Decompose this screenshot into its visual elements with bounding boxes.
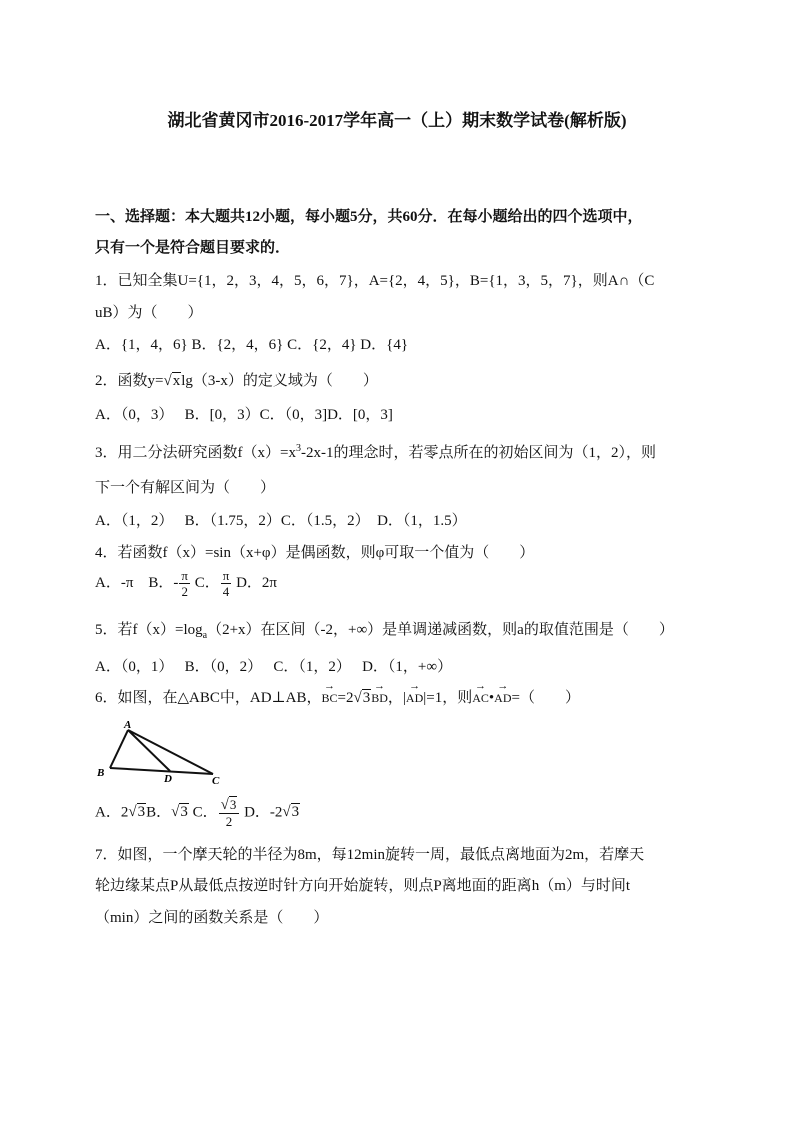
- q6-pre: 6．如图，在△ABC中，AD⊥AB，: [95, 690, 322, 706]
- triangle-figure: [95, 718, 225, 784]
- q6-optD-pre: D．-2: [240, 804, 283, 821]
- q3-options: A．（1，2） B．（1.75，2）C．（1.5，2） D．（1，1.5）: [95, 513, 467, 529]
- q6-options: [95, 797, 300, 829]
- vector-bd: → BD: [371, 689, 388, 706]
- sqrt-symbol: √3: [220, 797, 237, 813]
- q6-optC-frac: [219, 797, 240, 829]
- q6-mid1: =2: [337, 690, 354, 706]
- q4-optC: C．: [190, 574, 220, 591]
- q5-options: A．（0，1） B．（0，2） C．（1，2） D．（1，+∞）: [95, 659, 453, 675]
- label-d: D: [164, 773, 172, 784]
- q6-mid2: ，|: [387, 690, 406, 706]
- q6-dot: •: [488, 690, 495, 706]
- label-a: A: [124, 719, 132, 731]
- q3-line1: [95, 441, 656, 462]
- label-b: B: [97, 767, 105, 779]
- q4-stem: 4．若函数f（x）=sin（x+φ）是偶函数，则φ可取一个值为（ ）: [95, 545, 535, 561]
- segment-ad: [128, 730, 170, 771]
- q4-optA: A．-π B．-: [95, 574, 179, 591]
- q6-optA-radicand: 3: [137, 804, 146, 821]
- vector-ad: → AD: [406, 689, 423, 706]
- q6-optC-radicand: 3: [229, 797, 237, 812]
- q3-exponent: 3: [295, 443, 301, 454]
- q4-fracC-den: 4: [222, 584, 230, 599]
- side-ab: [110, 730, 128, 768]
- q4-fracB-den: 2: [181, 584, 188, 599]
- q5-stem: [95, 618, 674, 641]
- vector-bc: → BC: [322, 689, 338, 706]
- section-heading-line1: 一、选择题：本大题共12小题，每小题5分，共60分．在每小题给出的四个选项中，: [95, 209, 643, 225]
- sqrt-symbol: √3: [353, 690, 371, 706]
- q4-fracC: [221, 568, 232, 599]
- q4-fracB-num: π: [181, 568, 188, 583]
- vector-ac: → AC: [472, 689, 489, 706]
- q6-stem: [95, 686, 580, 707]
- label-c: C: [212, 775, 220, 784]
- q4-fracC-num: π: [222, 568, 230, 583]
- q1-line1: 1．已知全集U={1，2，3，4，5，6，7}，A={2，4，5}，B={1，3，5，7}，则A∩（C: [95, 273, 655, 289]
- q4-fracB: [179, 568, 190, 599]
- q2-stem: [95, 369, 378, 390]
- q2-options: A．（0，3） B．[0，3）C．（0，3]D．[0，3]: [95, 407, 393, 423]
- q4-options: [95, 568, 277, 599]
- q6-optA-pre: A．2: [95, 804, 129, 821]
- side-ac: [128, 730, 213, 774]
- q1-line2: uB）为（ ）: [95, 305, 203, 321]
- vector-ad-2: → AD: [494, 689, 511, 706]
- q6-optC-den: 2: [225, 814, 233, 829]
- q4-optD: D．2π: [232, 574, 277, 591]
- q6-mid3: |=1，则: [423, 690, 473, 706]
- q3-post: -2x-1的理念时，若零点所在的初始区间为（1，2），则: [300, 445, 656, 461]
- q3-line2: 下一个有解区间为（ ）: [95, 480, 276, 496]
- q7-line3: （min）之间的函数关系是（ ）: [95, 910, 329, 926]
- q2-post: lg（3-x）的定义域为（ ）: [181, 373, 378, 389]
- q3-pre: 3．用二分法研究函数f（x）=x: [95, 445, 296, 461]
- sqrt-symbol: √3: [171, 804, 188, 821]
- q7-line2: 轮边缘某点P从最低点按逆时针方向开始旋转，则点P离地面的距离h（m）与时间t: [95, 878, 631, 894]
- q1-options: A．{1，4，6} B．{2，4，6} C．{2，4} D．{4}: [95, 337, 409, 353]
- q2-radicand: x: [172, 373, 181, 389]
- section-heading-line2: 只有一个是符合题目要求的．: [95, 240, 291, 256]
- sqrt-symbol: √3: [128, 804, 146, 821]
- q6-optC-pre: C．: [188, 804, 218, 821]
- q2-pre: 2．函数y=: [95, 373, 164, 389]
- q6-end: =（ ）: [511, 690, 580, 706]
- q5-sub: a: [202, 630, 208, 641]
- side-bc: [110, 768, 213, 774]
- q6-optB-pre: B．: [146, 804, 172, 821]
- q5-pre: 5．若f（x）=log: [95, 622, 203, 638]
- sqrt-symbol: √x: [163, 373, 181, 389]
- page-title: 湖北省黄冈市2016-2017学年高一（上）期末数学试卷(解析版): [167, 111, 627, 130]
- q6-optD-radicand: 3: [291, 804, 300, 821]
- sqrt-symbol: √3: [282, 804, 300, 821]
- q7-line1: 7．如图，一个摩天轮的半径为8m，每12min旋转一周，最低点离地面为2m，若摩天: [95, 847, 645, 863]
- q6-optB-radicand: 3: [180, 804, 188, 821]
- q5-post: （2+x）在区间（-2，+∞）是单调递减函数，则a的取值范围是（ ）: [207, 622, 674, 638]
- q6-radicand: 3: [362, 690, 371, 706]
